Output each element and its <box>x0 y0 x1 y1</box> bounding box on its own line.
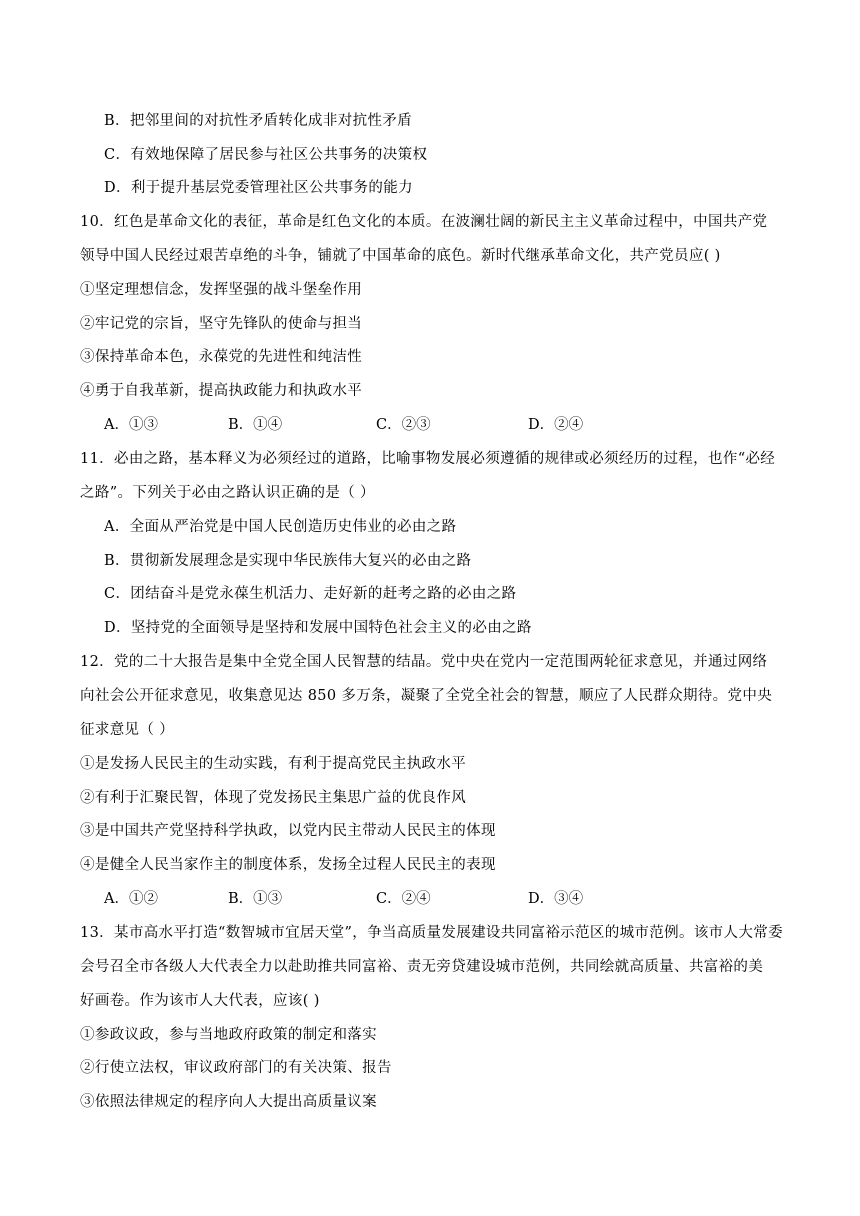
q13-stem-line3: 好画卷。作为该市人大代表，应该( ) <box>80 993 320 1009</box>
q13-item-1: ①参政议政，参与当地政府政策的制定和落实 <box>80 1027 377 1043</box>
q12-choice-a[interactable]: A．①② <box>104 891 158 907</box>
q12-stem-line2: 向社会公开征求意见，收集意见达 850 多万条，凝聚了全党全社会的智慧，顺应了人民群众期待。党中央 <box>80 688 773 704</box>
q13-item-2: ②行使立法权，审议政府部门的有关决策、报告 <box>80 1060 392 1076</box>
q11-stem-line1: 11．必由之路，基本释义为必须经过的道路，比喻事物发展必须遵循的规律或必须经历的过程，也作“必经 <box>80 451 776 467</box>
q13-stem-line2: 会号召全市各级人大代表全力以赴助推共同富裕、责无旁贷建设城市范例，共同绘就高质量、共富裕的美 <box>80 959 764 975</box>
q10-choice-a[interactable]: A．①③ <box>104 417 158 433</box>
q12-choice-b[interactable]: B．①③ <box>228 891 283 907</box>
q10-item-3: ③保持革命本色，永葆党的先进性和纯洁性 <box>80 349 363 365</box>
q13-stem-line1: 13．某市高水平打造“数智城市宜居天堂”，争当高质量发展建设共同富裕示范区的城市范例。该市人大常委 <box>80 925 783 941</box>
q10-item-4: ④勇于自我革新，提高执政能力和执政水平 <box>80 383 363 399</box>
q11-option-b[interactable]: B．贯彻新发展理念是实现中华民族伟大复兴的必由之路 <box>104 553 472 569</box>
q12-item-3: ③是中国共产党坚持科学执政，以党内民主带动人民民主的体现 <box>80 823 496 839</box>
q9-option-b: B．把邻里间的对抗性矛盾转化成非对抗性矛盾 <box>104 113 413 129</box>
q9-option-d: D．利于提升基层党委管理社区公共事务的能力 <box>104 180 413 196</box>
q10-stem-line2: 领导中国人民经过艰苦卓绝的斗争，铺就了中国革命的底色。新时代继承革命文化，共产党员应( ) <box>80 248 721 264</box>
q10-choice-b[interactable]: B．①④ <box>228 417 283 433</box>
q10-item-1: ①坚定理想信念，发挥坚强的战斗堡垒作用 <box>80 282 363 298</box>
q12-item-4: ④是健全人民当家作主的制度体系，发扬全过程人民民主的表现 <box>80 857 496 873</box>
q12-item-2: ②有利于汇聚民智，体现了党发扬民主集思广益的优良作风 <box>80 790 467 806</box>
q11-option-c[interactable]: C．团结奋斗是党永葆生机活力、走好新的赶考之路的必由之路 <box>104 586 517 602</box>
q10-stem-line1: 10．红色是革命文化的表征，革命是红色文化的本质。在波澜壮阔的新民主主义革命过程中，中国共产党 <box>80 214 768 230</box>
q13-item-3: ③依照法律规定的程序向人大提出高质量议案 <box>80 1094 377 1110</box>
q12-item-1: ①是发扬人民民主的生动实践，有利于提高党民主执政水平 <box>80 756 467 772</box>
q11-option-a[interactable]: A．全面从严治党是中国人民创造历史伟业的必由之路 <box>104 519 457 535</box>
q10-choice-d[interactable]: D．②④ <box>528 417 584 433</box>
q11-option-d[interactable]: D．坚持党的全面领导是坚持和发展中国特色社会主义的必由之路 <box>104 620 532 636</box>
q9-option-c: C．有效地保障了居民参与社区公共事务的决策权 <box>104 147 428 163</box>
q11-stem-line2: 之路”。下列关于必由之路认识正确的是（ ） <box>80 485 375 501</box>
q12-choice-d[interactable]: D．③④ <box>528 891 584 907</box>
q10-item-2: ②牢记党的宗旨，坚守先锋队的使命与担当 <box>80 316 363 332</box>
q12-stem-line1: 12．党的二十大报告是集中全党全国人民智慧的结晶。党中央在党内一定范围两轮征求意见，并通过网络 <box>80 654 768 670</box>
q10-choice-c[interactable]: C．②③ <box>376 417 431 433</box>
q12-stem-line3: 征求意见（ ） <box>80 722 175 738</box>
q12-choice-c[interactable]: C．②④ <box>376 891 431 907</box>
